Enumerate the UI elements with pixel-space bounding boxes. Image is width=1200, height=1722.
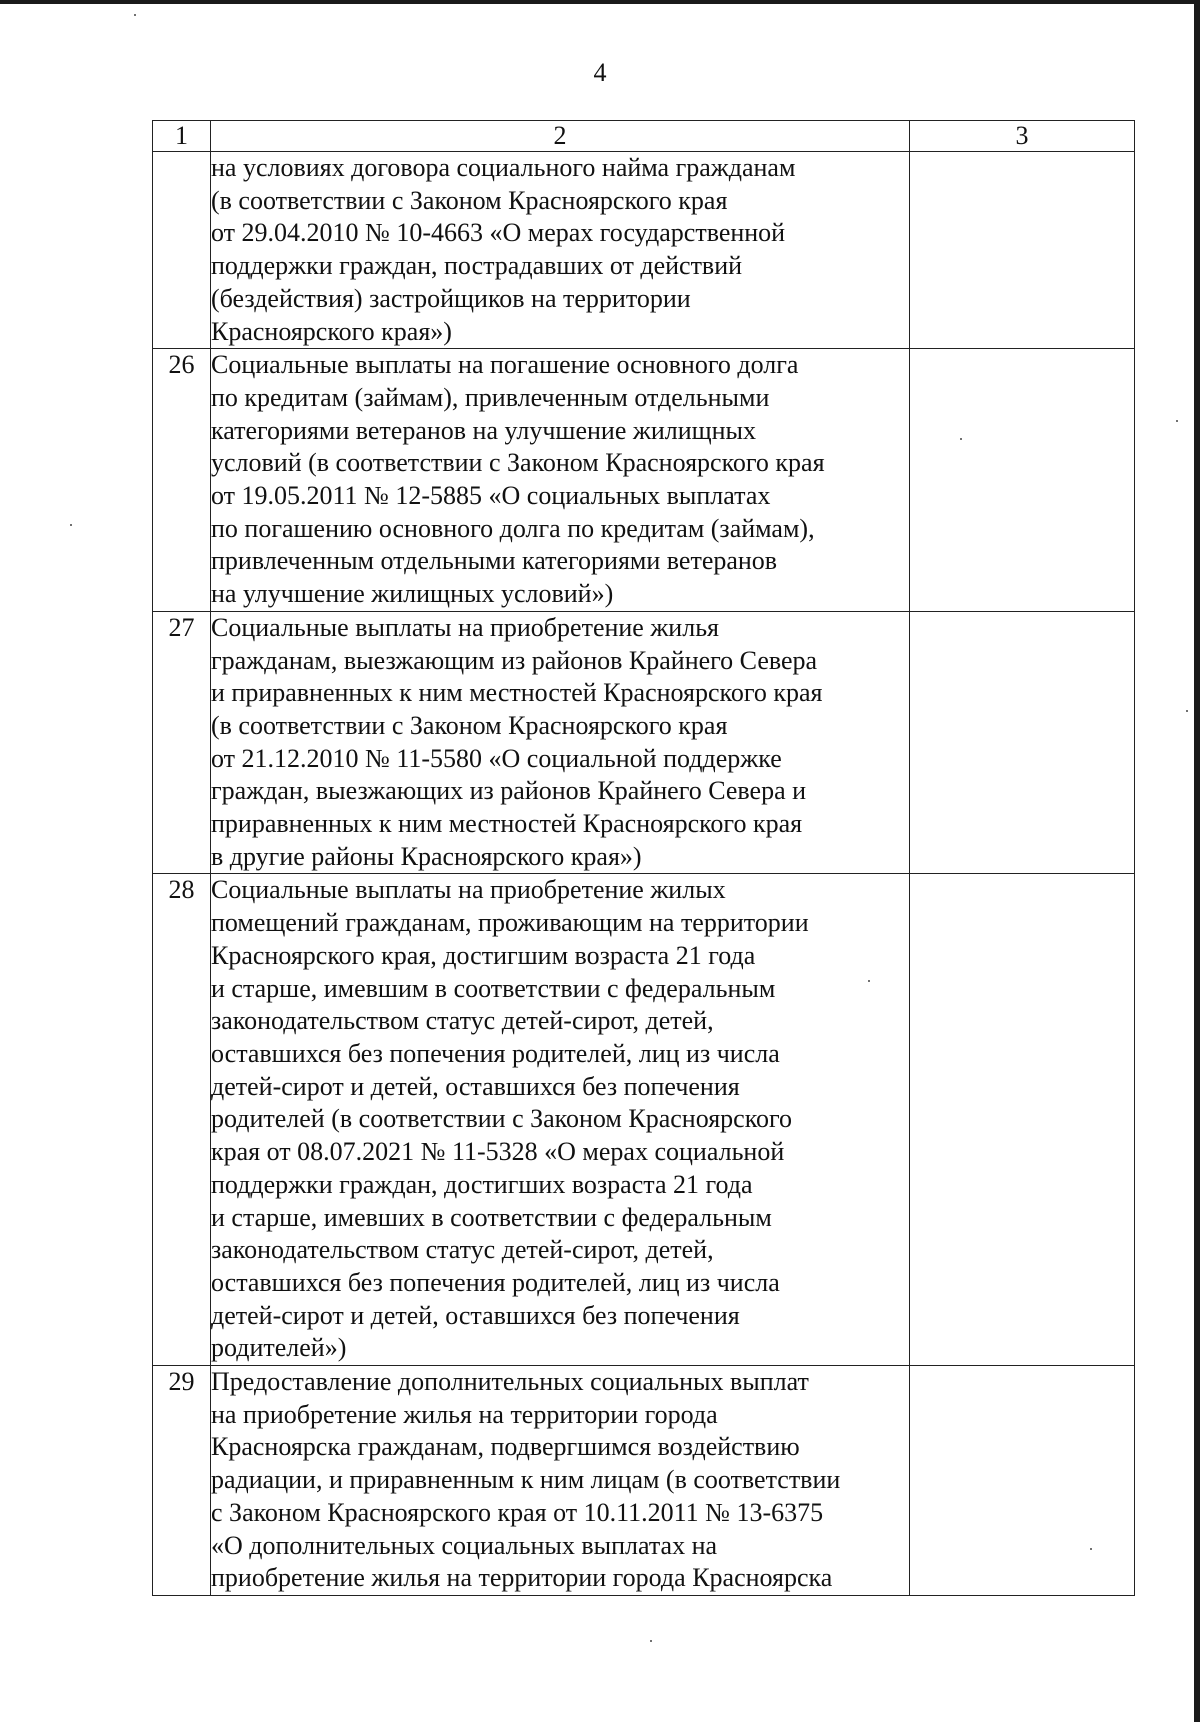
benefits-table — [152, 120, 1135, 1596]
scan-speck — [868, 980, 870, 982]
row-number: 29 — [153, 1366, 211, 1596]
scan-speck — [134, 14, 136, 16]
table-row — [153, 874, 1135, 1366]
table-row — [153, 349, 1135, 612]
column-header-1: 1 — [153, 121, 211, 152]
row-text: Социальные выплаты на приобретение жилья гражданам, выезжающим из районов Крайнего Севера и приравненных к ним местностей Красноярского края (в соответствии с Законом Красноярского края от 21.12.2010 № 11-5580 «О социальной поддержке граждан, выезжающих из районов Крайнего Севера и приравненных к ним местностей Красноярского края в другие районы Красноярского края») — [211, 611, 910, 874]
row-text: Предоставление дополнительных социальных выплат на приобретение жилья на территории города Красноярска гражданам, подвергшимся воздействию радиации, и приравненным к ним лицам (в соответствии с Законом Красноярского края от 10.11.2011 № 13-6375 «О дополнительных социальных выплатах на приобретение жилья на территории города Красноярска — [211, 1366, 910, 1596]
row-text: Социальные выплаты на погашение основного долга по кредитам (займам), привлеченным отдельными категориями ветеранов на улучшение жилищных условий (в соответствии с Законом Красноярского края от 19.05.2011 № 12-5885 «О социальных выплатах по погашению основного долга по кредитам (займам), привлеченным отдельными категориями ветеранов на улучшение жилищных условий») — [211, 349, 910, 612]
column-header-3: 3 — [910, 121, 1135, 152]
row-col3 — [910, 1366, 1135, 1596]
scan-border-right — [1194, 0, 1200, 1722]
row-number: 26 — [153, 349, 211, 612]
row-col3 — [910, 349, 1135, 612]
scan-speck — [1186, 710, 1188, 712]
scan-speck — [960, 438, 962, 440]
table-row — [153, 152, 1135, 349]
scan-speck — [1176, 420, 1178, 422]
table-row — [153, 611, 1135, 874]
row-number: 27 — [153, 611, 211, 874]
table-row — [153, 1366, 1135, 1596]
row-number: 28 — [153, 874, 211, 1366]
page-number: 4 — [593, 58, 607, 87]
row-col3 — [910, 874, 1135, 1366]
row-col3 — [910, 152, 1135, 349]
row-col3 — [910, 611, 1135, 874]
row-text: на условиях договора социального найма гражданам (в соответствии с Законом Красноярского края от 29.04.2010 № 10-4663 «О мерах государственной поддержки граждан, пострадавших от действий (бездействия) застройщиков на территории Красноярского края») — [211, 152, 910, 349]
scan-speck — [1090, 1548, 1092, 1550]
scan-speck — [70, 524, 72, 526]
scan-speck — [650, 1640, 652, 1642]
column-header-2: 2 — [211, 121, 910, 152]
scan-border-top — [0, 0, 1200, 4]
row-text: Социальные выплаты на приобретение жилых помещений гражданам, проживающим на территории Красноярского края, достигшим возраста 21 года и старше, имевшим в соответствии с федеральным законодательством статус детей-сирот, детей, оставшихся без попечения родителей, лиц из числа детей-сирот и детей, оставшихся без попечения родителей (в соответствии с Законом Красноярского края от 08.07.2021 № 11-5328 «О мерах социальной поддержки граждан, достигших возраста 21 года и старше, имевших в соответствии с федеральным законодательством статус детей-сирот, детей, оставшихся без попечения родителей, лиц из числа детей-сирот и детей, оставшихся без попечения родителей») — [211, 874, 910, 1366]
table-header-row — [153, 121, 1135, 152]
row-number — [153, 152, 211, 349]
